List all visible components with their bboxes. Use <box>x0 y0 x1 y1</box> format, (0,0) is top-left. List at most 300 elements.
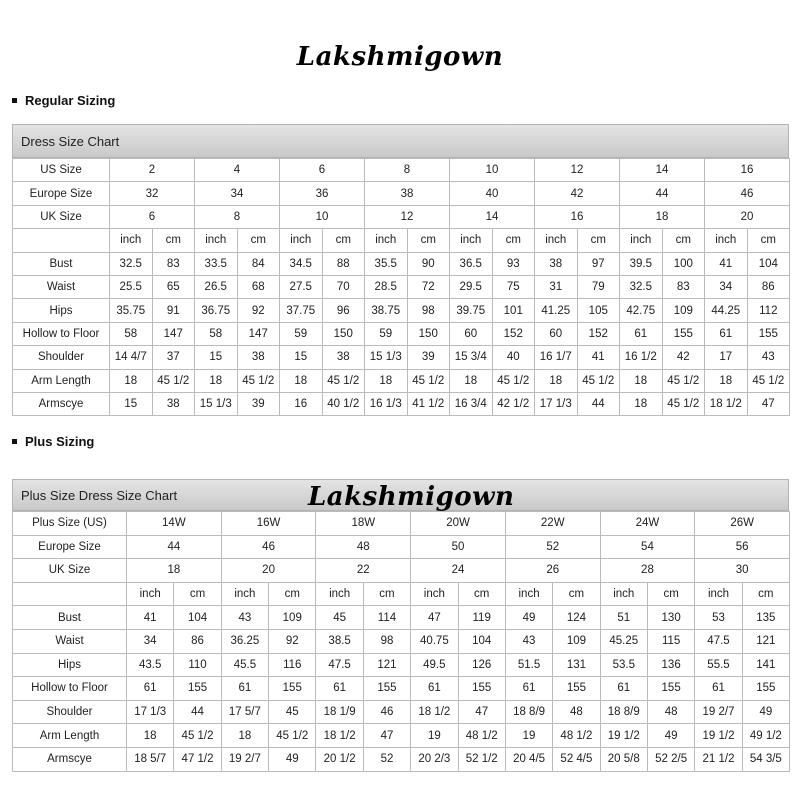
measure-cell: 86 <box>174 629 221 653</box>
row-label: Hips <box>13 299 110 322</box>
measure-cell: 115 <box>647 629 694 653</box>
unit-cell: cm <box>492 229 535 252</box>
measure-cell: 61 <box>600 677 647 701</box>
unit-cell: inch <box>535 229 578 252</box>
size-cell: 18W <box>316 512 411 536</box>
measure-cell: 52 4/5 <box>553 747 600 771</box>
measure-cell: 45 1/2 <box>747 369 790 392</box>
row-label: Bust <box>13 606 127 630</box>
measure-cell: 59 <box>280 322 323 345</box>
row-label: Hips <box>13 653 127 677</box>
measure-cell: 16 3/4 <box>450 392 493 415</box>
measure-cell: 17 5/7 <box>221 700 268 724</box>
measure-cell: 20 2/3 <box>411 747 458 771</box>
blank-cell <box>13 229 110 252</box>
unit-cell: cm <box>322 229 365 252</box>
size-cell: 46 <box>221 535 316 559</box>
measure-row <box>13 392 790 415</box>
measure-cell: 90 <box>407 252 450 275</box>
measure-cell: 58 <box>110 322 153 345</box>
size-cell: 18 <box>620 205 705 228</box>
measure-cell: 45 1/2 <box>662 392 705 415</box>
measure-cell: 49 <box>742 700 789 724</box>
measure-cell: 110 <box>174 653 221 677</box>
measure-cell: 101 <box>492 299 535 322</box>
row-label: Armscye <box>13 392 110 415</box>
measure-cell: 17 1/3 <box>535 392 578 415</box>
measure-cell: 96 <box>322 299 365 322</box>
measure-cell: 61 <box>221 677 268 701</box>
row-label: Armscye <box>13 747 127 771</box>
measure-cell: 34 <box>705 275 748 298</box>
size-cell: 48 <box>316 535 411 559</box>
measure-cell: 46 <box>363 700 410 724</box>
measure-cell: 38 <box>152 392 195 415</box>
measure-cell: 27.5 <box>280 275 323 298</box>
row-label: Europe Size <box>13 535 127 559</box>
measure-cell: 20 4/5 <box>505 747 552 771</box>
size-row <box>13 205 790 228</box>
measure-cell: 17 1/3 <box>127 700 174 724</box>
unit-cell: cm <box>237 229 280 252</box>
measure-cell: 47.5 <box>695 629 742 653</box>
measure-cell: 48 1/2 <box>458 724 505 748</box>
measure-cell: 38 <box>322 346 365 369</box>
measure-cell: 18 1/2 <box>411 700 458 724</box>
row-label: US Size <box>13 159 110 182</box>
measure-cell: 18 8/9 <box>505 700 552 724</box>
measure-cell: 155 <box>742 677 789 701</box>
measure-cell: 51 <box>600 606 647 630</box>
measure-cell: 42.75 <box>620 299 663 322</box>
measure-cell: 55.5 <box>695 653 742 677</box>
measure-cell: 20 5/8 <box>600 747 647 771</box>
size-cell: 52 <box>505 535 600 559</box>
measure-cell: 31 <box>535 275 578 298</box>
size-cell: 44 <box>127 535 222 559</box>
size-cell: 24W <box>600 512 695 536</box>
size-cell: 12 <box>535 159 620 182</box>
size-cell: 36 <box>280 182 365 205</box>
measure-cell: 45 1/2 <box>577 369 620 392</box>
measure-cell: 48 1/2 <box>553 724 600 748</box>
measure-cell: 155 <box>458 677 505 701</box>
size-cell: 26 <box>505 559 600 583</box>
measure-cell: 84 <box>237 252 280 275</box>
unit-cell: cm <box>407 229 450 252</box>
unit-cell: cm <box>458 582 505 606</box>
measure-cell: 114 <box>363 606 410 630</box>
size-cell: 14W <box>127 512 222 536</box>
measure-cell: 53 <box>695 606 742 630</box>
measure-cell: 130 <box>647 606 694 630</box>
measure-cell: 21 1/2 <box>695 747 742 771</box>
measure-cell: 124 <box>553 606 600 630</box>
measure-cell: 45 <box>316 606 363 630</box>
measure-cell: 18 <box>127 724 174 748</box>
measure-cell: 104 <box>747 252 790 275</box>
size-cell: 6 <box>110 205 195 228</box>
unit-cell: cm <box>553 582 600 606</box>
measure-cell: 43 <box>747 346 790 369</box>
unit-cell: cm <box>747 229 790 252</box>
row-label: UK Size <box>13 205 110 228</box>
size-cell: 20W <box>411 512 506 536</box>
size-row <box>13 182 790 205</box>
measure-cell: 52 2/5 <box>647 747 694 771</box>
measure-cell: 47 <box>747 392 790 415</box>
measure-cell: 20 1/2 <box>316 747 363 771</box>
measure-cell: 35.75 <box>110 299 153 322</box>
measure-cell: 152 <box>577 322 620 345</box>
measure-cell: 36.5 <box>450 252 493 275</box>
measure-cell: 18 8/9 <box>600 700 647 724</box>
measure-cell: 53.5 <box>600 653 647 677</box>
measure-cell: 18 1/9 <box>316 700 363 724</box>
measure-cell: 38.5 <box>316 629 363 653</box>
measure-cell: 45 1/2 <box>492 369 535 392</box>
plus-size-chart <box>12 479 789 772</box>
measure-cell: 47 <box>363 724 410 748</box>
measure-cell: 93 <box>492 252 535 275</box>
measure-cell: 155 <box>647 677 694 701</box>
measure-cell: 98 <box>407 299 450 322</box>
measure-cell: 34.5 <box>280 252 323 275</box>
measure-cell: 61 <box>316 677 363 701</box>
size-cell: 42 <box>535 182 620 205</box>
measure-row <box>13 724 790 748</box>
measure-cell: 60 <box>535 322 578 345</box>
measure-cell: 18 <box>280 369 323 392</box>
measure-row <box>13 677 790 701</box>
measure-cell: 54 3/5 <box>742 747 789 771</box>
regular-chart-title: Dress Size Chart <box>12 124 789 158</box>
measure-cell: 41.25 <box>535 299 578 322</box>
unit-cell: inch <box>695 582 742 606</box>
measure-cell: 104 <box>174 606 221 630</box>
size-cell: 2 <box>110 159 195 182</box>
size-cell: 26W <box>695 512 790 536</box>
measure-cell: 16 1/3 <box>365 392 408 415</box>
measure-row <box>13 299 790 322</box>
measure-cell: 36.75 <box>195 299 238 322</box>
unit-cell: inch <box>195 229 238 252</box>
row-label: Hollow to Floor <box>13 322 110 345</box>
measure-cell: 44 <box>577 392 620 415</box>
measure-row <box>13 322 790 345</box>
plus-sizing-heading <box>12 434 94 449</box>
measure-cell: 152 <box>492 322 535 345</box>
unit-cell: inch <box>316 582 363 606</box>
measure-cell: 40 <box>492 346 535 369</box>
size-cell: 46 <box>705 182 790 205</box>
measure-cell: 44.25 <box>705 299 748 322</box>
measure-cell: 18 <box>620 369 663 392</box>
measure-cell: 97 <box>577 252 620 275</box>
size-cell: 32 <box>110 182 195 205</box>
measure-cell: 26.5 <box>195 275 238 298</box>
measure-cell: 100 <box>662 252 705 275</box>
measure-cell: 15 1/3 <box>365 346 408 369</box>
regular-sizing-heading <box>12 93 115 108</box>
measure-cell: 147 <box>152 322 195 345</box>
measure-cell: 15 <box>195 346 238 369</box>
measure-cell: 147 <box>237 322 280 345</box>
measure-cell: 49 <box>269 747 316 771</box>
measure-cell: 83 <box>662 275 705 298</box>
size-cell: 10 <box>280 205 365 228</box>
measure-cell: 45 1/2 <box>174 724 221 748</box>
measure-cell: 19 1/2 <box>695 724 742 748</box>
measure-cell: 45.25 <box>600 629 647 653</box>
row-label: UK Size <box>13 559 127 583</box>
size-cell: 22 <box>316 559 411 583</box>
measure-cell: 92 <box>269 629 316 653</box>
unit-cell: cm <box>152 229 195 252</box>
unit-cell: inch <box>110 229 153 252</box>
measure-cell: 35.5 <box>365 252 408 275</box>
size-cell: 24 <box>411 559 506 583</box>
unit-cell: cm <box>742 582 789 606</box>
measure-cell: 17 <box>705 346 748 369</box>
measure-row <box>13 252 790 275</box>
size-cell: 38 <box>365 182 450 205</box>
measure-cell: 25.5 <box>110 275 153 298</box>
measure-cell: 42 1/2 <box>492 392 535 415</box>
unit-cell: inch <box>221 582 268 606</box>
size-cell: 12 <box>365 205 450 228</box>
row-label: Europe Size <box>13 182 110 205</box>
measure-cell: 155 <box>363 677 410 701</box>
size-cell: 22W <box>505 512 600 536</box>
measure-row <box>13 369 790 392</box>
measure-cell: 75 <box>492 275 535 298</box>
measure-cell: 41 <box>577 346 620 369</box>
measure-cell: 18 <box>221 724 268 748</box>
measure-cell: 119 <box>458 606 505 630</box>
row-label: Shoulder <box>13 700 127 724</box>
size-cell: 20 <box>221 559 316 583</box>
measure-cell: 155 <box>662 322 705 345</box>
size-row <box>13 559 790 583</box>
measure-cell: 39.5 <box>620 252 663 275</box>
size-cell: 54 <box>600 535 695 559</box>
measure-cell: 92 <box>237 299 280 322</box>
measure-cell: 32.5 <box>620 275 663 298</box>
size-cell: 44 <box>620 182 705 205</box>
measure-cell: 16 1/2 <box>620 346 663 369</box>
measure-cell: 15 3/4 <box>450 346 493 369</box>
regular-size-table <box>12 158 790 416</box>
measure-cell: 42 <box>662 346 705 369</box>
measure-cell: 15 <box>280 346 323 369</box>
measure-cell: 112 <box>747 299 790 322</box>
measure-cell: 131 <box>553 653 600 677</box>
measure-cell: 43 <box>221 606 268 630</box>
measure-cell: 18 1/2 <box>316 724 363 748</box>
unit-cell: cm <box>363 582 410 606</box>
measure-cell: 41 1/2 <box>407 392 450 415</box>
measure-cell: 45 1/2 <box>269 724 316 748</box>
size-row <box>13 159 790 182</box>
measure-cell: 14 4/7 <box>110 346 153 369</box>
unit-cell: cm <box>577 229 620 252</box>
measure-cell: 19 2/7 <box>695 700 742 724</box>
measure-cell: 60 <box>450 322 493 345</box>
measure-cell: 47 <box>411 606 458 630</box>
measure-cell: 44 <box>174 700 221 724</box>
size-cell: 16 <box>705 159 790 182</box>
row-label: Bust <box>13 252 110 275</box>
size-cell: 4 <box>195 159 280 182</box>
measure-cell: 91 <box>152 299 195 322</box>
measure-cell: 48 <box>553 700 600 724</box>
measure-cell: 49 <box>647 724 694 748</box>
measure-cell: 98 <box>363 629 410 653</box>
measure-cell: 59 <box>365 322 408 345</box>
measure-cell: 45 1/2 <box>322 369 365 392</box>
measure-cell: 38 <box>237 346 280 369</box>
size-cell: 20 <box>705 205 790 228</box>
row-label: Arm Length <box>13 724 127 748</box>
row-label: Hollow to Floor <box>13 677 127 701</box>
unit-cell: inch <box>705 229 748 252</box>
measure-cell: 155 <box>269 677 316 701</box>
measure-cell: 136 <box>647 653 694 677</box>
measure-cell: 43.5 <box>127 653 174 677</box>
measure-cell: 72 <box>407 275 450 298</box>
measure-cell: 45 <box>269 700 316 724</box>
size-row <box>13 512 790 536</box>
measure-cell: 86 <box>747 275 790 298</box>
measure-cell: 58 <box>195 322 238 345</box>
measure-cell: 45.5 <box>221 653 268 677</box>
unit-cell: cm <box>662 229 705 252</box>
size-cell: 6 <box>280 159 365 182</box>
size-cell: 16W <box>221 512 316 536</box>
measure-cell: 116 <box>269 653 316 677</box>
measure-cell: 61 <box>505 677 552 701</box>
measure-cell: 41 <box>705 252 748 275</box>
measure-cell: 19 <box>505 724 552 748</box>
size-cell: 28 <box>600 559 695 583</box>
plus-size-table <box>12 511 790 772</box>
measure-cell: 104 <box>458 629 505 653</box>
measure-cell: 47 1/2 <box>174 747 221 771</box>
measure-cell: 18 <box>620 392 663 415</box>
measure-cell: 49 <box>505 606 552 630</box>
measure-cell: 15 <box>110 392 153 415</box>
measure-cell: 48 <box>647 700 694 724</box>
measure-cell: 51.5 <box>505 653 552 677</box>
measure-cell: 49 1/2 <box>742 724 789 748</box>
measure-cell: 88 <box>322 252 365 275</box>
measure-cell: 18 <box>365 369 408 392</box>
measure-cell: 68 <box>237 275 280 298</box>
measure-cell: 126 <box>458 653 505 677</box>
units-row <box>13 582 790 606</box>
measure-row <box>13 747 790 771</box>
brand-logo-watermark: Lakshmigown <box>308 482 515 512</box>
brand-logo-top: Lakshmigown <box>296 42 504 72</box>
size-cell: 34 <box>195 182 280 205</box>
measure-cell: 52 1/2 <box>458 747 505 771</box>
measure-cell: 61 <box>620 322 663 345</box>
measure-cell: 39.75 <box>450 299 493 322</box>
size-cell: 14 <box>620 159 705 182</box>
measure-cell: 16 1/7 <box>535 346 578 369</box>
size-cell: 40 <box>450 182 535 205</box>
measure-cell: 155 <box>553 677 600 701</box>
regular-size-chart <box>12 124 789 416</box>
measure-cell: 37 <box>152 346 195 369</box>
size-cell: 18 <box>127 559 222 583</box>
measure-cell: 15 1/3 <box>195 392 238 415</box>
measure-cell: 150 <box>407 322 450 345</box>
measure-cell: 19 1/2 <box>600 724 647 748</box>
measure-cell: 109 <box>553 629 600 653</box>
measure-cell: 121 <box>363 653 410 677</box>
measure-cell: 19 2/7 <box>221 747 268 771</box>
measure-cell: 41 <box>127 606 174 630</box>
unit-cell: inch <box>411 582 458 606</box>
unit-cell: cm <box>174 582 221 606</box>
measure-cell: 32.5 <box>110 252 153 275</box>
unit-cell: cm <box>269 582 316 606</box>
size-cell: 8 <box>365 159 450 182</box>
unit-cell: inch <box>600 582 647 606</box>
measure-cell: 52 <box>363 747 410 771</box>
measure-cell: 105 <box>577 299 620 322</box>
measure-row <box>13 606 790 630</box>
measure-cell: 38 <box>535 252 578 275</box>
size-cell: 10 <box>450 159 535 182</box>
size-row <box>13 535 790 559</box>
measure-cell: 19 <box>411 724 458 748</box>
measure-cell: 135 <box>742 606 789 630</box>
unit-cell: inch <box>127 582 174 606</box>
measure-cell: 109 <box>662 299 705 322</box>
units-row <box>13 229 790 252</box>
plus-sizing-label: Plus Sizing <box>25 434 95 449</box>
measure-cell: 83 <box>152 252 195 275</box>
regular-sizing-label: Regular Sizing <box>25 93 116 108</box>
measure-cell: 28.5 <box>365 275 408 298</box>
plus-chart-title: Plus Size Dress Size Chart <box>12 479 789 511</box>
measure-cell: 61 <box>411 677 458 701</box>
measure-cell: 47.5 <box>316 653 363 677</box>
size-cell: 30 <box>695 559 790 583</box>
measure-cell: 38.75 <box>365 299 408 322</box>
measure-cell: 141 <box>742 653 789 677</box>
unit-cell: inch <box>505 582 552 606</box>
measure-cell: 45 1/2 <box>237 369 280 392</box>
measure-cell: 45 1/2 <box>662 369 705 392</box>
row-label: Arm Length <box>13 369 110 392</box>
measure-cell: 29.5 <box>450 275 493 298</box>
measure-cell: 150 <box>322 322 365 345</box>
unit-cell: inch <box>620 229 663 252</box>
measure-cell: 65 <box>152 275 195 298</box>
measure-cell: 43 <box>505 629 552 653</box>
measure-cell: 37.75 <box>280 299 323 322</box>
bullet-icon <box>12 98 17 103</box>
measure-cell: 61 <box>705 322 748 345</box>
measure-cell: 45 1/2 <box>152 369 195 392</box>
measure-row <box>13 346 790 369</box>
measure-cell: 61 <box>695 677 742 701</box>
unit-cell: inch <box>450 229 493 252</box>
